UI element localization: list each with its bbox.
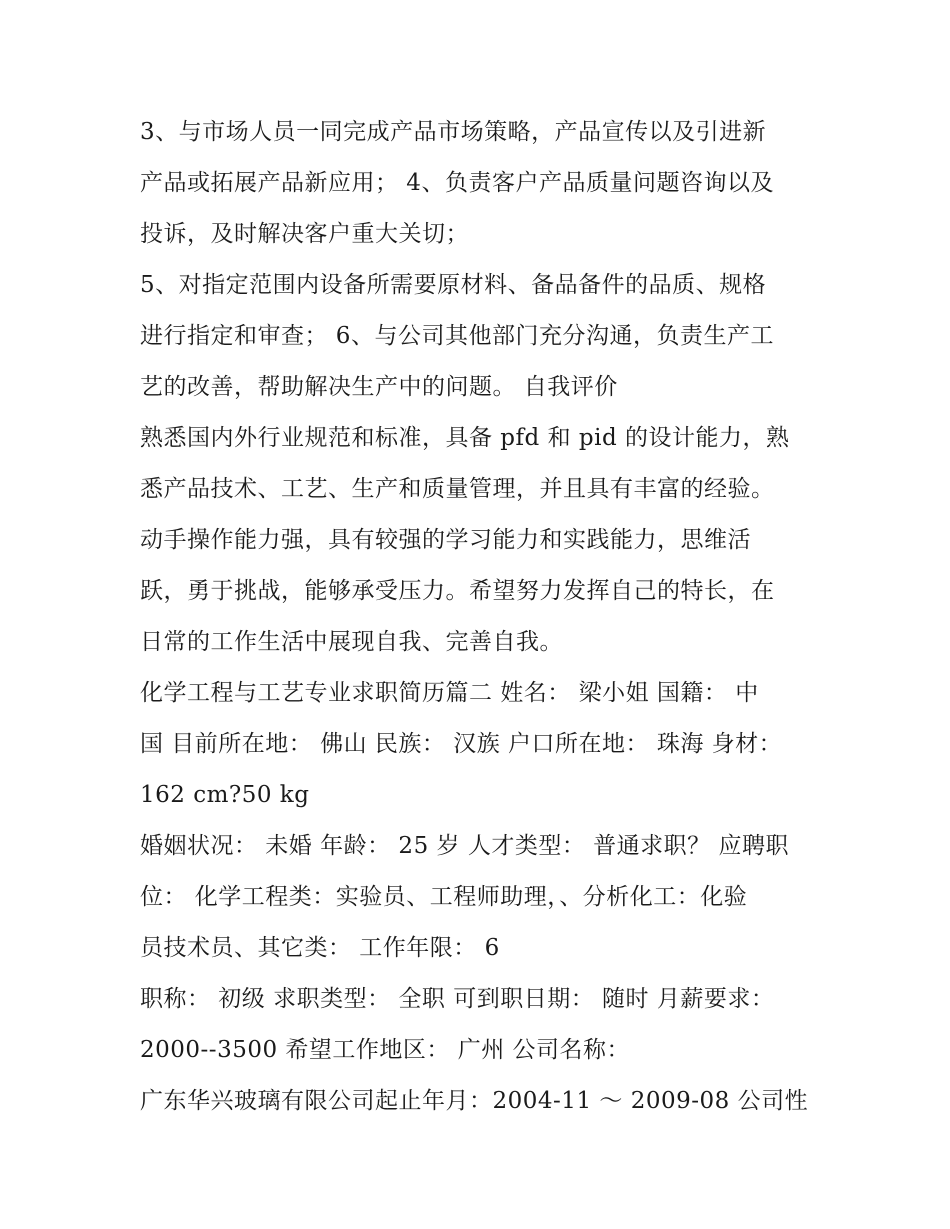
text-line: 2000--3500 希望工作地区： 广州 公司名称： [140,1037,631,1063]
text-line: 员技术员、其它类： 工作年限： 6 [140,935,500,961]
resume-text [140,107,820,1127]
text-line: 162 cm?50 kg [140,782,310,808]
text-line: 进行指定和审查； 6、与公司其他部门充分沟通，负责生产工 [140,323,774,349]
text-line: 产品或拓展产品新应用； 4、负责客户产品质量问题咨询以及 [140,170,774,196]
text-line: 化学工程与工艺专业求职简历篇二 姓名： 梁小姐 国籍： 中 [140,680,759,706]
text-line: 广东华兴玻璃有限公司起止年月：2004-11 ～ 2009-08 公司性 [140,1088,809,1114]
text-line: 艺的改善，帮助解决生产中的问题。 自我评价 [140,374,618,400]
text-line: 悉产品技术、工艺、生产和质量管理，并且具有丰富的经验。 [140,476,775,502]
text-line: 5、对指定范围内设备所需要原材料、备品备件的品质、规格 [140,272,767,298]
text-line: 跃，勇于挑战，能够承受压力。希望努力发挥自己的特长，在 [140,578,775,604]
text-line: 位： 化学工程类：实验员、工程师助理，、分析化工：化验 [140,884,748,910]
text-line: 投诉，及时解决客户重大关切； [140,221,469,247]
text-line: 3、与市场人员一同完成产品市场策略，产品宣传以及引进新 [140,119,767,145]
text-line: 职称： 初级 求职类型： 全职 可到职日期： 随时 月薪要求： [140,986,775,1012]
text-line: 动手操作能力强，具有较强的学习能力和实践能力，思维活 [140,527,751,553]
text-line: 国 目前所在地： 佛山 民族： 汉族 户口所在地： 珠海 身材： [140,731,783,757]
text-line: 熟悉国内外行业规范和标准，具备 pfd 和 pid 的设计能力，熟 [140,425,790,451]
text-line: 日常的工作生活中展现自我、完善自我。 [140,629,563,655]
text-line: 婚姻状况： 未婚 年龄： 25 岁 人才类型： 普通求职？ 应聘职 [140,833,789,859]
